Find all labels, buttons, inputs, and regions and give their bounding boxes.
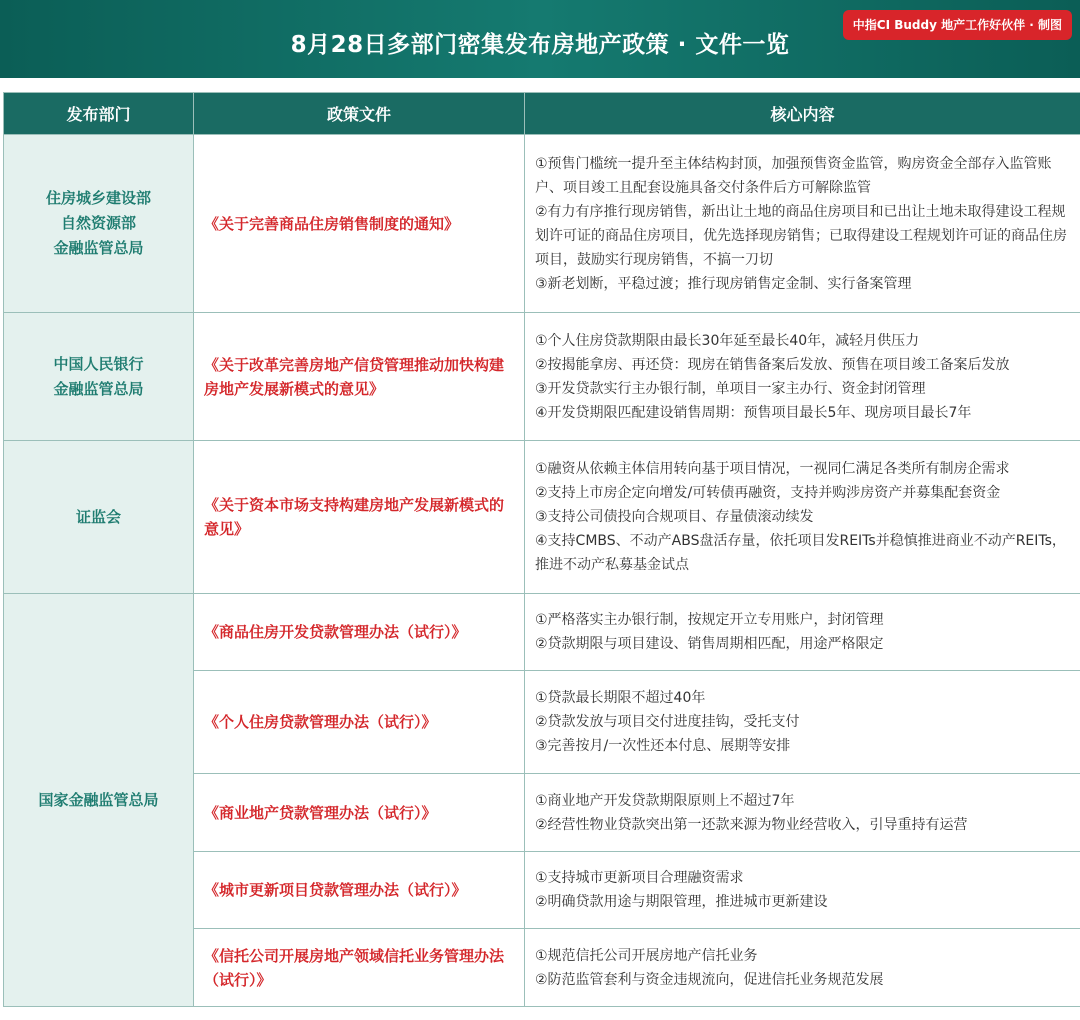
dept-cell xyxy=(4,313,194,441)
column-header-doc: 政策文件 xyxy=(194,93,525,135)
core-point: ②按揭能拿房、再还贷：现房在销售备案后发放、预售在项目竣工备案后发放 xyxy=(535,356,1010,373)
policy-doc-cell: 《关于完善商品住房销售制度的通知》 xyxy=(194,135,525,313)
core-content-cell xyxy=(525,135,1080,313)
core-point: ①个人住房贷款期限由最长30年延至最长40年，减轻月供压力 xyxy=(535,332,920,349)
core-content-cell xyxy=(525,852,1080,929)
core-point: ③完善按月/一次性还本付息、展期等安排 xyxy=(535,738,791,754)
core-point: ②贷款发放与项目交付进度挂钩，受托支付 xyxy=(535,714,800,730)
column-header-dept: 发布部门 xyxy=(4,93,194,135)
dept-name: 金融监管总局 xyxy=(53,239,144,257)
core-content-cell xyxy=(525,929,1080,1007)
dept-name: 证监会 xyxy=(75,507,121,526)
dept-name: 中国人民银行 xyxy=(53,354,144,373)
policy-doc-cell: 《关于改革完善房地产信贷管理推动加快构建房地产发展新模式的意见》 xyxy=(194,313,525,441)
policy-table xyxy=(3,92,1080,1007)
column-header-core: 核心内容 xyxy=(525,93,1080,135)
dept-cell xyxy=(4,594,194,1007)
policy-doc-cell: 《信托公司开展房地产领域信托业务管理办法（试行）》 xyxy=(194,929,525,1007)
core-point: ④支持CMBS、不动产ABS盘活存量，依托项目发REITs并稳慎推进商业不动产REITs，推进不动产私募基金试点 xyxy=(535,533,1066,573)
policy-doc-cell: 《商业地产贷款管理办法（试行）》 xyxy=(194,774,525,852)
policy-doc-cell: 《个人住房贷款管理办法（试行）》 xyxy=(194,671,525,774)
core-point: ②经营性物业贷款突出第一还款来源为物业经营收入，引导重持有运营 xyxy=(535,816,968,833)
dept-cell xyxy=(4,441,194,594)
dept-name: 金融监管总局 xyxy=(53,379,144,398)
core-content-cell xyxy=(525,441,1080,594)
policy-doc-cell: 《城市更新项目贷款管理办法（试行）》 xyxy=(194,852,525,929)
core-point: ③新老划断，平稳过渡；推行现房销售定金制、实行备案管理 xyxy=(535,275,912,292)
core-point: ①规范信托公司开展房地产信托业务 xyxy=(535,947,758,964)
core-point: ②有力有序推行现房销售，新出让土地的商品住房项目和已出让土地未取得建设工程规划许可证的商品住房项目，优先选择现房销售；已取得建设工程规划许可证的商品住房项目，鼓励实行现房销售，不搞一刀切 xyxy=(535,203,1067,268)
brand-badge: 中指CI Buddy 地产工作好伙伴 · 制图 xyxy=(843,10,1072,40)
table-row xyxy=(4,313,1080,441)
core-point: ②贷款期限与项目建设、销售周期相匹配，用途严格限定 xyxy=(535,636,884,652)
core-point: ①融资从依赖主体信用转向基于项目情况，一视同仁满足各类所有制房企需求 xyxy=(535,461,1010,477)
core-point: ①贷款最长期限不超过40年 xyxy=(535,690,706,706)
table-row xyxy=(4,441,1080,594)
core-point: ①严格落实主办银行制，按规定开立专用账户，封闭管理 xyxy=(535,612,884,628)
policy-doc-cell: 《商品住房开发贷款管理办法（试行）》 xyxy=(194,594,525,671)
core-content-cell xyxy=(525,594,1080,671)
core-point: ①商业地产开发贷款期限原则上不超过7年 xyxy=(535,792,795,809)
core-content-cell xyxy=(525,671,1080,774)
page-title: 8月28日多部门密集发布房地产政策 · 文件一览 xyxy=(290,32,790,58)
table-row xyxy=(4,594,1080,671)
core-point: ①支持城市更新项目合理融资需求 xyxy=(535,870,744,886)
core-point: ④开发贷期限匹配建设销售周期：预售项目最长5年、现房项目最长7年 xyxy=(535,404,972,421)
page-header xyxy=(0,0,1080,78)
core-point: ②防范监管套利与资金违规流向，促进信托业务规范发展 xyxy=(535,971,884,988)
core-point: ③支持公司债投向合规项目、存量债滚动续发 xyxy=(535,509,814,525)
table-header-row xyxy=(4,93,1080,135)
dept-cell xyxy=(4,135,194,313)
core-content-cell xyxy=(525,774,1080,852)
table-row xyxy=(4,135,1080,313)
policy-doc-cell: 《关于资本市场支持构建房地产发展新模式的意见》 xyxy=(194,441,525,594)
dept-name: 住房城乡建设部 xyxy=(45,189,151,207)
core-point: ①预售门槛统一提升至主体结构封顶，加强预售资金监管，购房资金全部存入监管账户、项目竣工且配套设施具备交付条件后方可解除监管 xyxy=(535,155,1052,196)
dept-name: 自然资源部 xyxy=(60,214,136,232)
dept-name: 国家金融监管总局 xyxy=(38,790,159,809)
core-point: ③开发贷款实行主办银行制，单项目一家主办行、资金封闭管理 xyxy=(535,380,926,397)
core-point: ②支持上市房企定向增发/可转债再融资，支持并购涉房资产并募集配套资金 xyxy=(535,485,1001,501)
core-point: ②明确贷款用途与期限管理，推进城市更新建设 xyxy=(535,894,828,910)
core-content-cell xyxy=(525,313,1080,441)
